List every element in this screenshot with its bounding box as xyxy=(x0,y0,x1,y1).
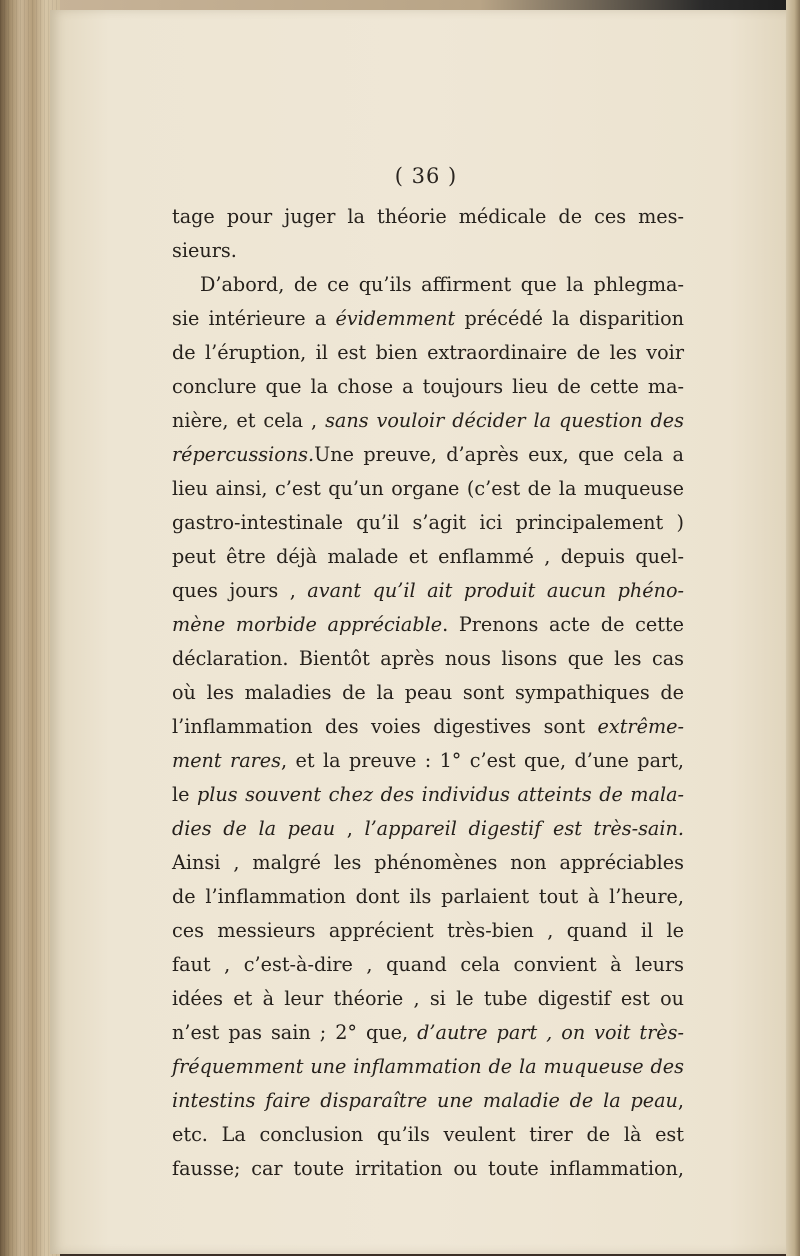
text-line xyxy=(172,574,684,608)
text-segment: tage pour juger la théorie médicale de ces mes- xyxy=(172,205,684,228)
text-segment: ques jours , xyxy=(172,579,308,602)
text-line xyxy=(172,336,684,370)
text-segment: fausse; car toute irritation ou toute inflammation, xyxy=(172,1157,684,1180)
text-segment: le xyxy=(172,783,197,806)
text-line xyxy=(172,438,684,472)
text-segment: nière, et cela , xyxy=(172,409,326,432)
text-segment: sie intérieure a xyxy=(172,307,336,330)
text-segment: de l’inflammation dont ils parlaient tout à l’heure, xyxy=(172,885,684,908)
text-line xyxy=(172,914,684,948)
text-line xyxy=(172,846,684,880)
text-line xyxy=(172,370,684,404)
text-segment: gastro-intestinale qu’il s’agit ici principalement ) xyxy=(172,511,684,534)
text-segment: de l’éruption, il est bien extraordinaire de les voir xyxy=(172,341,684,364)
italic-text: d’autre part , on voit très- xyxy=(417,1021,684,1044)
text-segment: etc. La conclusion qu’ils veulent tirer de là est xyxy=(172,1123,684,1146)
text-line xyxy=(172,676,684,710)
italic-text: évidemment xyxy=(335,307,456,330)
text-line xyxy=(172,1050,684,1084)
text-segment: n’est pas sain ; 2° que, xyxy=(172,1021,418,1044)
text-segment: conclure que la chose a toujours lieu de cette ma- xyxy=(172,375,684,398)
text-line xyxy=(172,948,684,982)
text-line xyxy=(172,268,684,302)
text-line xyxy=(172,200,684,234)
text-segment: , xyxy=(677,1089,684,1112)
text-line xyxy=(172,812,684,846)
text-segment: idées et à leur théorie , si le tube digestif est ou xyxy=(172,987,684,1010)
text-line xyxy=(172,1152,684,1186)
italic-text: avant qu’il ait produit aucun phéno- xyxy=(307,579,684,602)
italic-text: intestins faire disparaître une maladie de la peau xyxy=(172,1089,678,1112)
italic-text: dies de la peau xyxy=(172,817,336,840)
text-segment: faut , c’est-à-dire , quand cela convient à leurs xyxy=(172,953,684,976)
text-line xyxy=(172,778,684,812)
text-line xyxy=(172,1084,684,1118)
text-line xyxy=(172,880,684,914)
body-text xyxy=(172,200,684,1186)
text-segment: l’inflammation des voies digestives sont xyxy=(172,715,598,738)
text-line xyxy=(172,472,684,506)
text-segment: lieu ainsi, c’est qu’un organe (c’est de la muqueuse xyxy=(172,477,684,500)
text-segment: . Prenons acte de cette xyxy=(442,613,684,636)
italic-text: sans vouloir décider la question des xyxy=(325,409,684,432)
text-segment: sieurs. xyxy=(172,239,237,262)
text-segment: déclaration. Bientôt après nous lisons que les cas xyxy=(172,647,684,670)
text-line xyxy=(172,642,684,676)
italic-text: plus souvent chez des individus atteints de mala- xyxy=(196,783,685,806)
text-line xyxy=(172,1016,684,1050)
text-segment: ces messieurs apprécient très-bien , quand il le xyxy=(172,919,684,942)
text-segment: , xyxy=(335,817,365,840)
text-line xyxy=(172,506,684,540)
text-line xyxy=(172,302,684,336)
text-line xyxy=(172,404,684,438)
text-segment: Ainsi , malgré les phénomènes non appréciables xyxy=(172,851,684,874)
text-segment: D’abord, de ce qu’ils affirment que la phlegma- xyxy=(200,273,684,296)
text-line xyxy=(172,234,684,268)
page-number: ( 36 ) xyxy=(394,164,458,188)
italic-text: mène morbide appréciable xyxy=(172,613,443,636)
page-right-edge xyxy=(786,0,800,1256)
italic-text: fréquemment une inflammation de la muqueuse des xyxy=(172,1055,684,1078)
italic-text: répercussions. xyxy=(172,443,315,466)
text-segment: Une preuve, d’après eux, que cela a xyxy=(314,443,684,466)
text-segment: , et la preuve : 1° c’est que, d’une part, xyxy=(281,749,684,772)
text-line xyxy=(172,710,684,744)
text-segment: précédé la disparition xyxy=(455,307,684,330)
text-line xyxy=(172,1118,684,1152)
text-line xyxy=(172,744,684,778)
italic-text: l’appareil digestif est très-sain. xyxy=(364,817,684,840)
text-line xyxy=(172,982,684,1016)
text-line xyxy=(172,540,684,574)
text-line xyxy=(172,608,684,642)
text-segment: où les maladies de la peau sont sympathiques de xyxy=(172,681,684,704)
italic-text: extrême- xyxy=(597,715,684,738)
italic-text: ment rares xyxy=(172,749,282,772)
text-segment: peut être déjà malade et enflammé , depuis quel- xyxy=(172,545,684,568)
